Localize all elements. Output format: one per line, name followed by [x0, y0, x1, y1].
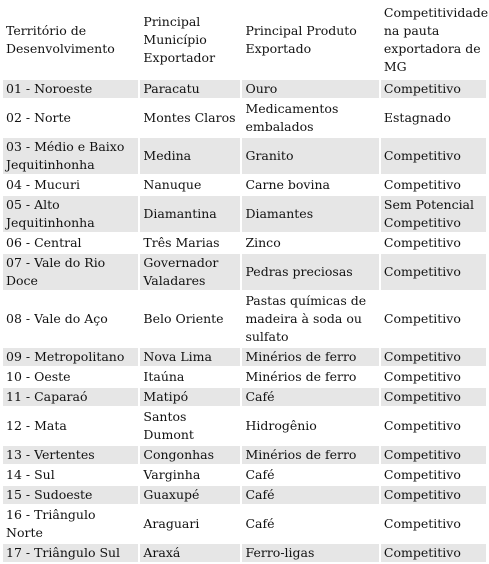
cell-territorio-text: 16 - Triângulo Norte	[6, 507, 96, 540]
cell-competitividade-text: Competitivo	[383, 545, 461, 560]
cell-competitividade	[381, 100, 486, 136]
cell-municipio	[140, 292, 240, 346]
cell-territorio-text: 15 - Sudoeste	[6, 487, 93, 502]
header-competitividade: Competitividade na pauta exportadora de MG	[381, 2, 486, 78]
cell-competitividade-text: Sem Potencial Competitivo	[383, 197, 475, 230]
cell-municipio	[140, 348, 240, 366]
cell-produto-text: Café	[245, 487, 275, 502]
cell-municipio-text: Nova Lima	[143, 349, 212, 364]
cell-municipio	[140, 446, 240, 464]
cell-competitividade	[381, 138, 486, 174]
cell-produto-text: Pastas químicas de madeira à soda ou sulfato	[245, 293, 367, 344]
cell-competitividade-text: Competitivo	[383, 235, 461, 250]
cell-competitividade	[381, 368, 486, 386]
cell-municipio-text: Medina	[143, 148, 192, 163]
table-row	[3, 388, 486, 406]
cell-territorio-text: 03 - Médio e Baixo Jequitinhonha	[6, 139, 125, 172]
cell-territorio	[3, 368, 138, 386]
cell-municipio-text: Montes Claros	[143, 110, 236, 125]
cell-produto-text: Zinco	[245, 235, 281, 250]
cell-territorio-text: 14 - Sul	[6, 467, 55, 482]
cell-produto	[242, 486, 378, 504]
cell-produto	[242, 446, 378, 464]
cell-municipio	[140, 138, 240, 174]
cell-municipio	[140, 506, 240, 542]
cell-produto	[242, 80, 378, 98]
cell-competitividade	[381, 446, 486, 464]
cell-territorio-text: 07 - Vale do Rio Doce	[6, 255, 106, 288]
cell-produto	[242, 544, 378, 562]
cell-municipio	[140, 368, 240, 386]
cell-competitividade	[381, 506, 486, 542]
cell-produto-text: Medicamentos embalados	[245, 101, 339, 134]
cell-municipio-text: Governador Valadares	[143, 255, 219, 288]
cell-competitividade	[381, 486, 486, 504]
cell-competitividade	[381, 348, 486, 366]
cell-territorio	[3, 506, 138, 542]
table-row	[3, 196, 486, 232]
header-municipio: Principal Município Exportador	[140, 2, 240, 78]
cell-competitividade	[381, 254, 486, 290]
cell-produto-text: Café	[245, 467, 275, 482]
table-row	[3, 544, 486, 562]
table-row	[3, 176, 486, 194]
cell-produto	[242, 408, 378, 444]
cell-municipio	[140, 254, 240, 290]
cell-produto-text: Minérios de ferro	[245, 349, 357, 364]
cell-municipio-text: Araxá	[143, 545, 181, 560]
exports-table	[1, 0, 488, 564]
table-row	[3, 486, 486, 504]
cell-produto	[242, 254, 378, 290]
table-row	[3, 466, 486, 484]
cell-produto-text: Café	[245, 516, 275, 531]
cell-municipio	[140, 544, 240, 562]
cell-municipio	[140, 388, 240, 406]
cell-municipio	[140, 196, 240, 232]
cell-territorio-text: 12 - Mata	[6, 418, 67, 433]
cell-produto-text: Carne bovina	[245, 177, 330, 192]
cell-produto	[242, 196, 378, 232]
cell-competitividade-text: Competitivo	[383, 148, 461, 163]
cell-produto	[242, 506, 378, 542]
cell-territorio	[3, 408, 138, 444]
cell-municipio-text: Paracatu	[143, 81, 200, 96]
cell-territorio-text: 02 - Norte	[6, 110, 71, 125]
cell-municipio-text: Varginha	[143, 467, 201, 482]
cell-competitividade-text: Competitivo	[383, 369, 461, 384]
cell-competitividade	[381, 292, 486, 346]
cell-municipio-text: Matipó	[143, 389, 189, 404]
cell-municipio-text: Guaxupé	[143, 487, 200, 502]
cell-territorio	[3, 446, 138, 464]
cell-competitividade	[381, 234, 486, 252]
header-produto: Principal Produto Exportado	[242, 2, 378, 78]
cell-territorio-text: 08 - Vale do Aço	[6, 311, 108, 326]
cell-produto-text: Minérios de ferro	[245, 447, 357, 462]
table-row	[3, 292, 486, 346]
cell-competitividade-text: Competitivo	[383, 311, 461, 326]
table-row	[3, 80, 486, 98]
table-body	[3, 80, 486, 562]
table-row	[3, 408, 486, 444]
cell-territorio	[3, 196, 138, 232]
table-row	[3, 100, 486, 136]
cell-produto-text: Ouro	[245, 81, 278, 96]
cell-produto	[242, 348, 378, 366]
cell-municipio-text: Congonhas	[143, 447, 215, 462]
cell-municipio-text: Diamantina	[143, 206, 217, 221]
cell-municipio-text: Araguari	[143, 516, 200, 531]
cell-produto-text: Café	[245, 389, 275, 404]
cell-territorio-text: 10 - Oeste	[6, 369, 71, 384]
cell-territorio	[3, 176, 138, 194]
cell-municipio	[140, 466, 240, 484]
table-row	[3, 506, 486, 542]
cell-municipio-text: Três Marias	[143, 235, 220, 250]
cell-municipio	[140, 234, 240, 252]
cell-competitividade-text: Competitivo	[383, 81, 461, 96]
cell-territorio	[3, 254, 138, 290]
cell-competitividade-text: Competitivo	[383, 349, 461, 364]
table-row	[3, 138, 486, 174]
cell-competitividade-text: Competitivo	[383, 418, 461, 433]
cell-competitividade-text: Competitivo	[383, 487, 461, 502]
cell-territorio	[3, 348, 138, 366]
cell-territorio-text: 01 - Noroeste	[6, 81, 93, 96]
cell-municipio-text: Nanuque	[143, 177, 202, 192]
cell-produto-text: Granito	[245, 148, 294, 163]
cell-territorio-text: 11 - Caparaó	[6, 389, 88, 404]
cell-competitividade	[381, 544, 486, 562]
table-row	[3, 234, 486, 252]
cell-municipio-text: Santos Dumont	[143, 409, 194, 442]
cell-produto-text: Ferro-ligas	[245, 545, 315, 560]
cell-territorio	[3, 80, 138, 98]
cell-competitividade	[381, 80, 486, 98]
cell-competitividade-text: Estagnado	[383, 110, 451, 125]
cell-produto-text: Diamantes	[245, 206, 314, 221]
cell-competitividade	[381, 196, 486, 232]
cell-municipio-text: Itaúna	[143, 369, 185, 384]
cell-territorio	[3, 100, 138, 136]
cell-produto-text: Minérios de ferro	[245, 369, 357, 384]
header-territorio: Território de Desenvolvimento	[3, 2, 138, 78]
table-row	[3, 446, 486, 464]
cell-competitividade	[381, 466, 486, 484]
cell-competitividade	[381, 176, 486, 194]
cell-municipio	[140, 100, 240, 136]
cell-territorio-text: 17 - Triângulo Sul	[6, 545, 121, 560]
cell-municipio	[140, 80, 240, 98]
cell-territorio-text: 05 - Alto Jequitinhonha	[6, 197, 95, 230]
cell-competitividade-text: Competitivo	[383, 467, 461, 482]
cell-municipio	[140, 408, 240, 444]
cell-territorio	[3, 388, 138, 406]
cell-territorio-text: 09 - Metropolitano	[6, 349, 125, 364]
cell-territorio	[3, 466, 138, 484]
cell-competitividade	[381, 408, 486, 444]
cell-municipio	[140, 176, 240, 194]
cell-territorio	[3, 486, 138, 504]
cell-produto	[242, 100, 378, 136]
cell-territorio	[3, 138, 138, 174]
cell-territorio	[3, 234, 138, 252]
cell-produto	[242, 138, 378, 174]
table-header-row	[3, 2, 486, 78]
cell-produto	[242, 176, 378, 194]
cell-territorio-text: 06 - Central	[6, 235, 82, 250]
cell-territorio	[3, 544, 138, 562]
cell-municipio	[140, 486, 240, 504]
cell-produto	[242, 234, 378, 252]
cell-produto-text: Hidrogênio	[245, 418, 317, 433]
table-row	[3, 348, 486, 366]
cell-competitividade-text: Competitivo	[383, 264, 461, 279]
cell-competitividade-text: Competitivo	[383, 177, 461, 192]
cell-competitividade	[381, 388, 486, 406]
cell-produto	[242, 466, 378, 484]
cell-competitividade-text: Competitivo	[383, 516, 461, 531]
table-row	[3, 368, 486, 386]
cell-produto	[242, 388, 378, 406]
cell-municipio-text: Belo Oriente	[143, 311, 224, 326]
cell-territorio	[3, 292, 138, 346]
cell-produto-text: Pedras preciosas	[245, 264, 353, 279]
cell-territorio-text: 13 - Vertentes	[6, 447, 95, 462]
cell-territorio-text: 04 - Mucuri	[6, 177, 80, 192]
table-row	[3, 254, 486, 290]
cell-competitividade-text: Competitivo	[383, 447, 461, 462]
cell-competitividade-text: Competitivo	[383, 389, 461, 404]
cell-produto	[242, 292, 378, 346]
cell-produto	[242, 368, 378, 386]
